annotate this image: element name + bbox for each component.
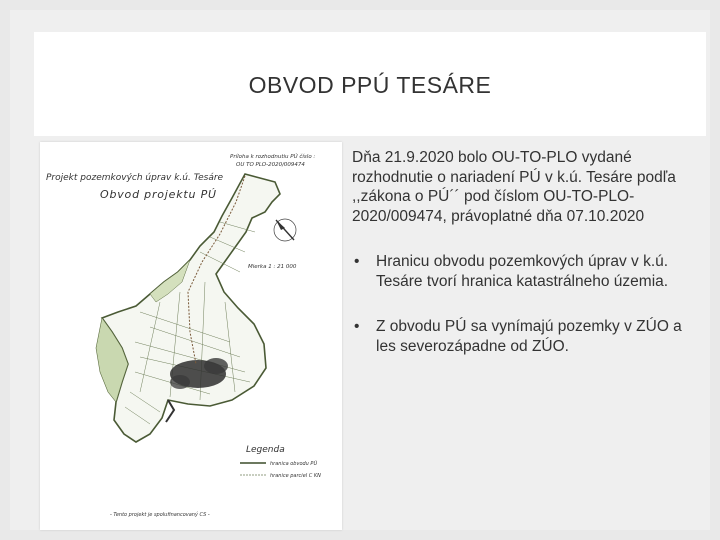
map-scale: Mierka 1 : 21 000 [248, 264, 297, 270]
bullet-text: Hranicu obvodu pozemkových úprav v k.ú. Tesáre tvorí hranica katastrálneho územia. [376, 253, 669, 290]
legend-item-parcels: hranice parciel C KN [270, 473, 321, 479]
bullet-text: Z obvodu PÚ sa vynímajú pozemky v ZÚO a les severozápadne od ZÚO. [376, 318, 682, 355]
slide [10, 10, 710, 530]
slide-content [352, 148, 692, 382]
map-subtitle: Obvod projektu PÚ [100, 188, 217, 201]
title-box [34, 32, 706, 136]
bullet-icon: • [354, 318, 360, 335]
map-header-line2: OU TO PLO-2020/009474 [236, 162, 305, 168]
slide-title: OBVOD PPÚ TESÁRE [248, 72, 492, 98]
map-project-title: Projekt pozemkových úprav k.ú. Tesáre [46, 173, 224, 183]
legend-item-boundary: hranica obvodu PÚ [270, 461, 318, 467]
cadastral-map [40, 142, 342, 530]
north-arrow-icon [274, 219, 296, 241]
bullet-icon: • [354, 253, 360, 270]
list-item [352, 317, 692, 356]
territory-outline [102, 174, 280, 442]
map-footer-note: - Tento projekt je spolufinancovaný CS - [110, 512, 210, 518]
list-item [352, 252, 692, 291]
legend-title: Legenda [246, 445, 285, 455]
map-image [40, 142, 342, 530]
intro-paragraph: Dňa 21.9.2020 bolo OU-TO-PLO vydané rozhodnutie o nariadení PÚ v k.ú. Tesáre podľa ,,zákona o PÚ´´ pod číslom OU-TO-PLO-2020/009474, právoplatné dňa 07.10.2020 [352, 149, 676, 225]
map-header-line1: Príloha k rozhodnutiu PÚ číslo : [230, 154, 316, 160]
bullet-list [352, 252, 692, 356]
